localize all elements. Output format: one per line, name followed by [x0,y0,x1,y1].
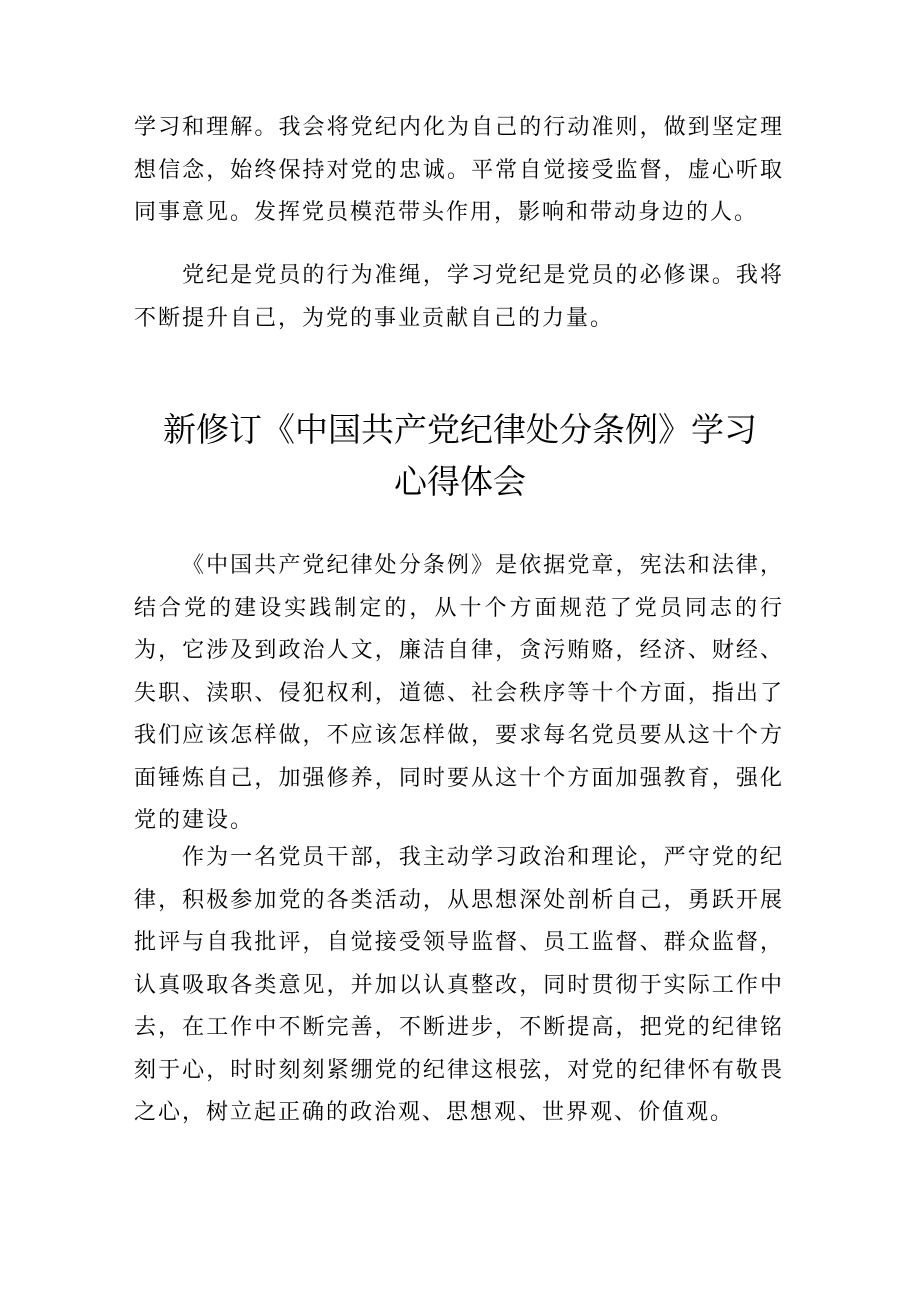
article-title [100,404,820,508]
continuation-paragraph: 学习和理解。我会将党纪内化为自己的行动准则，做到坚定理想信念，始终保持对党的忠诚。平常自觉接受监督，虚心听取同事意见。发挥党员模范带头作用，影响和带动身边的人。 [134,115,784,225]
closing-paragraph: 党纪是党员的行为准绳，学习党纪是党员的必修课。我将不断提升自己，为党的事业贡献自己的力量。 [134,263,784,331]
body-paragraph-2: 作为一名党员干部，我主动学习政治和理论，严守党的纪律，积极参加党的各类活动，从思想深处剖析自己，勇跃开展批评与自我批评，自觉接受领导监督、员工监督、群众监督，认真吸取各类意见，并加以认真整改，同时贯彻于实际工作中去，在工作中不断完善，不断进步，不断提高，把党的纪律铭刻于心，时时刻刻紧绷党的纪律这根弦，对党的纪律怀有敬畏之心，树立起正确的政治观、思想观、世界观、价值观。 [134,845,784,1125]
title-line-1: 新修订《中国共产党纪律处分条例》学习 [163,410,757,449]
title-line-2: 心得体会 [394,462,526,501]
body-paragraph-1: 《中国共产党纪律处分条例》是依据党章，宪法和法律，结合党的建设实践制定的，从十个方面规范了党员同志的行为，它涉及到政治人文，廉洁自律，贪污贿赂，经济、财经、失职、渎职、侵犯权利，道德、社会秩序等十个方面，指出了我们应该怎样做，不应该怎样做，要求每名党员要从这十个方面锤炼自己，加强修养，同时要从这十个方面加强教育，强化党的建设。 [134,553,784,833]
